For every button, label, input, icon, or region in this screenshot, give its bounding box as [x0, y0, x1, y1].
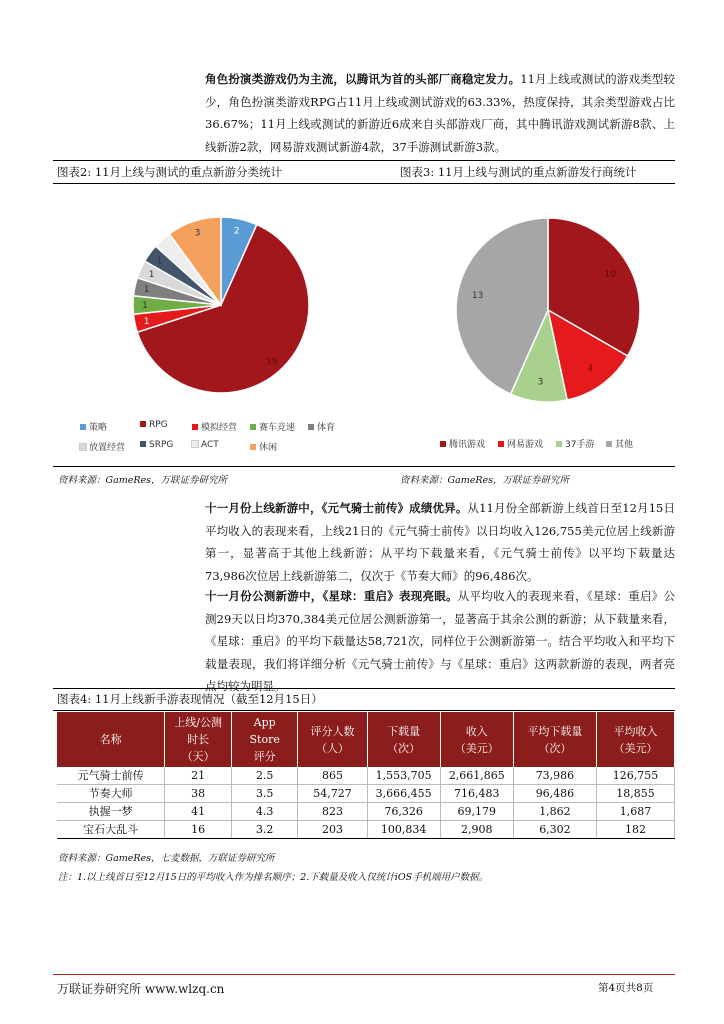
table-header-row: [57, 712, 675, 767]
table-header-cell-4: [367, 712, 440, 767]
fig2-legend-swatch-2: [192, 424, 198, 430]
table-cell: 3,666,455: [367, 785, 440, 803]
table-header-line: 平均下载量: [527, 724, 583, 738]
table-cell: 元气骑士前传: [57, 767, 165, 785]
table-cell: 2,908: [440, 821, 513, 839]
table-cell: 1,553,705: [367, 767, 440, 785]
fig2-legend-item-3: [250, 420, 295, 433]
fig2-legend: [80, 420, 370, 460]
table-cell: 1,862: [513, 803, 596, 821]
fig2-pie-label-2: 1: [143, 316, 150, 327]
figure-bottom-rule: [53, 466, 675, 467]
fig2-legend-swatch-0: [80, 424, 86, 430]
fig2-pie-label-1: 19: [266, 357, 278, 368]
intro-text: 11月上线或测试的游戏类型较少，角色扮演类游戏RPG占11月上线或测试游戏的63.33%，热度保持，其余类型游戏占比36.67%；11月上线或测试的新游近6成来自头部游戏厂商，其中腾讯游戏测试新游8款、上线新游2款，网易游戏测试新游4款，37手游测试新游3款。: [205, 72, 675, 154]
fig3-legend-label-0: 腾讯游戏: [449, 440, 486, 450]
footer-rule: [53, 974, 675, 975]
table-cell: 16: [165, 821, 232, 839]
table-row: [57, 803, 675, 821]
table-header-line: 平均收入: [613, 724, 658, 738]
table-cell: 18,855: [597, 785, 675, 803]
fig2-legend-label-4: 体育: [317, 423, 336, 433]
table-cell: 73,986: [513, 767, 596, 785]
fig4-note: 注：1.以上线首日至12月15日的平均收入作为排名顺序；2.下载量及收入仅统计iOS手机端用户数据。: [58, 872, 489, 883]
fig3-pie-label-3: 13: [471, 291, 484, 302]
table-header-cell-0: [57, 712, 165, 767]
fig2-source: 资料来源：GameRes，万联证券研究所: [58, 475, 228, 486]
table-header-cell-3: [298, 712, 367, 767]
fig2-title: 图表2: 11月上线与测试的重点新游分类统计: [57, 165, 282, 179]
fig2-legend-label-8: 休闲: [259, 443, 278, 453]
table-header-line: （次）: [387, 741, 421, 755]
table-header-line: 评分: [253, 750, 276, 763]
table-body: [57, 767, 675, 839]
table-cell: 54,727: [298, 785, 367, 803]
table-cell: 76,326: [367, 803, 440, 821]
para2-text: 从11月份全部新游上线首日至12月15日平均收入的表现来看，上线21日的《元气骑士前传》以日均收入126,755美元位居上线新游第一，显著高于其他上线新游；从平均下载量来看，《元气骑士前传》以平均下载量达73,986次位居上线新游第二，仅次于《节奏大师》的96,486次。: [205, 501, 676, 583]
table-cell: 1,687: [597, 803, 675, 821]
fig2-legend-item-8: [250, 440, 277, 453]
fig3-pie-label-1: 4: [587, 364, 594, 375]
table-cell: 2.5: [232, 767, 298, 785]
fig2-pie-label-3: 1: [142, 301, 148, 311]
table-header-line: （美元）: [454, 741, 499, 755]
fig3-legend-swatch-2: [556, 441, 562, 447]
table-header-line: （美元）: [613, 741, 658, 755]
fig3-legend-label-3: 其他: [615, 440, 634, 450]
table-cell: 3.2: [232, 821, 298, 839]
fig3-pie-chart: [440, 210, 660, 420]
table-cell: 节奏大师: [57, 785, 165, 803]
table-cell: 6,302: [513, 821, 596, 839]
table-cell: 2,661,865: [440, 767, 513, 785]
fig2-pie-label-0: 2: [233, 226, 240, 237]
intro-paragraph: [205, 68, 675, 158]
fig2-legend-label-1: RPG: [149, 420, 168, 430]
table-row: [57, 821, 675, 839]
fig3-pie-label-0: 10: [604, 270, 617, 280]
fig2-legend-item-4: [308, 420, 335, 433]
fig3-title: 图表3: 11月上线与测试的重点新游发行商统计: [400, 165, 637, 179]
table-cell: 宝石大乱斗: [57, 821, 165, 839]
table-header-cell-6: [513, 712, 596, 767]
table-row: [57, 785, 675, 803]
fig3-source: 资料来源：GameRes，万联证券研究所: [400, 475, 570, 486]
table-cell: 100,834: [367, 821, 440, 839]
fig2-legend-item-5: [80, 440, 125, 453]
fig2-pie-chart: [55, 188, 375, 408]
table-cell: 38: [165, 785, 232, 803]
table-cell: 21: [165, 767, 232, 785]
fig3-legend-swatch-0: [440, 441, 446, 447]
table-cell: 96,486: [513, 785, 596, 803]
fig2-legend-swatch-6: [140, 441, 146, 447]
fig2-pie-label-8: 3: [194, 228, 201, 239]
para2-bold: 十一月份上线新游中，《元气骑士前传》成绩优异。: [205, 501, 468, 515]
fig3-legend-swatch-1: [498, 441, 504, 447]
table-cell: 执握一梦: [57, 803, 165, 821]
fig2-legend-swatch-7: [192, 441, 198, 447]
fig2-legend-swatch-1: [140, 421, 146, 427]
table-header-line: App: [253, 716, 276, 729]
fig2-pie-label-4: 1: [143, 285, 150, 296]
fig3-legend-item-1: [498, 437, 543, 450]
fig2-pie-label-5: 1: [148, 270, 155, 281]
fig2-legend-swatch-3: [250, 424, 256, 430]
fig3-legend-label-2: 37手游: [565, 440, 595, 450]
table-cell: 716,483: [440, 785, 513, 803]
fig3-pie-label-2: 3: [537, 377, 544, 388]
table-row: [57, 767, 675, 785]
table-header-cell-2: [232, 712, 298, 767]
table-header-line: 名称: [99, 733, 122, 746]
fig2-legend-item-1: [140, 420, 168, 430]
paragraph-2: [205, 497, 675, 587]
table-cell: 126,755: [597, 767, 675, 785]
table-header-line: Store: [249, 733, 280, 746]
fig4-source: 资料来源：GameRes，七麦数据，万联证券研究所: [58, 853, 275, 864]
table-header-cell-1: [165, 712, 232, 767]
fig3-legend-item-3: [606, 437, 633, 450]
table-cell: 182: [597, 821, 675, 839]
table-cell: 865: [298, 767, 367, 785]
figure-header-row: [53, 160, 675, 184]
table-header-line: 下载量: [387, 724, 421, 738]
footer-page-number: 第4页共8页: [598, 982, 654, 994]
fig2-legend-swatch-8: [250, 444, 256, 450]
table-cell: 41: [165, 803, 232, 821]
table-header-line: （天）: [181, 750, 215, 763]
fig3-legend-label-1: 网易游戏: [507, 440, 544, 450]
fig2-legend-label-3: 赛车竞速: [259, 423, 296, 433]
fig2-legend-item-2: [192, 420, 237, 433]
fig2-legend-label-5: 放置经营: [89, 443, 126, 453]
table-cell: 823: [298, 803, 367, 821]
fig3-legend-item-0: [440, 437, 485, 450]
intro-bold: 角色扮演类游戏仍为主流，以腾讯为首的头部厂商稳定发力。: [205, 72, 521, 86]
fig2-legend-item-6: [140, 440, 173, 450]
fig3-legend: [440, 437, 670, 451]
fig2-pie-label-6: 1: [156, 256, 163, 267]
table-header-line: （人）: [315, 741, 349, 755]
fig2-legend-item-7: [192, 440, 219, 450]
para3-bold: 十一月份公测新游中，《星球：重启》表现亮眼。: [205, 589, 458, 603]
paragraph-3: [205, 585, 675, 698]
table-header-line: 收入: [465, 724, 488, 738]
table-cell: 4.3: [232, 803, 298, 821]
table-cell: 203: [298, 821, 367, 839]
table-header-line: （次）: [538, 741, 572, 755]
para3-text: 从平均收入的表现来看，《星球：重启》公测29天以日均370,384美元位居公测新游第一，显著高于其余公测的新游；从下载量来看，《星球：重启》的平均下载量达58,721次，同样位于公测新游第一。结合平均收入和平均下载量表现，我们将详细分析《元气骑士前传》与《星球：重启》这两款新游的表现，两者亮点均较为明显。: [205, 589, 675, 693]
fig2-legend-swatch-5: [80, 444, 86, 450]
footer-left: 万联证券研究所 www.wlzq.cn: [57, 982, 225, 996]
fig2-legend-label-2: 模拟经营: [201, 423, 238, 433]
table-header-line: 评分人数: [310, 724, 355, 738]
fig3-legend-item-2: [556, 437, 594, 450]
table-header-cell-7: [597, 712, 675, 767]
fig2-legend-label-6: SRPG: [149, 440, 174, 450]
fig4-header: [53, 688, 675, 711]
fig2-legend-swatch-4: [308, 424, 314, 430]
fig3-legend-swatch-3: [606, 441, 612, 447]
table-header-line: 上线/公测: [174, 716, 222, 729]
table-header-line: 时长: [187, 733, 210, 746]
fig2-legend-label-0: 策略: [89, 423, 108, 433]
table-cell: 69,179: [440, 803, 513, 821]
fig4-title: 图表4: 11月上线新手游表现情况（截至12月15日）: [57, 692, 323, 706]
table-header-cell-5: [440, 712, 513, 767]
fig2-legend-item-0: [80, 420, 107, 433]
table-cell: 3.5: [232, 785, 298, 803]
fig4-table: [57, 712, 675, 839]
fig2-legend-label-7: ACT: [201, 440, 219, 450]
